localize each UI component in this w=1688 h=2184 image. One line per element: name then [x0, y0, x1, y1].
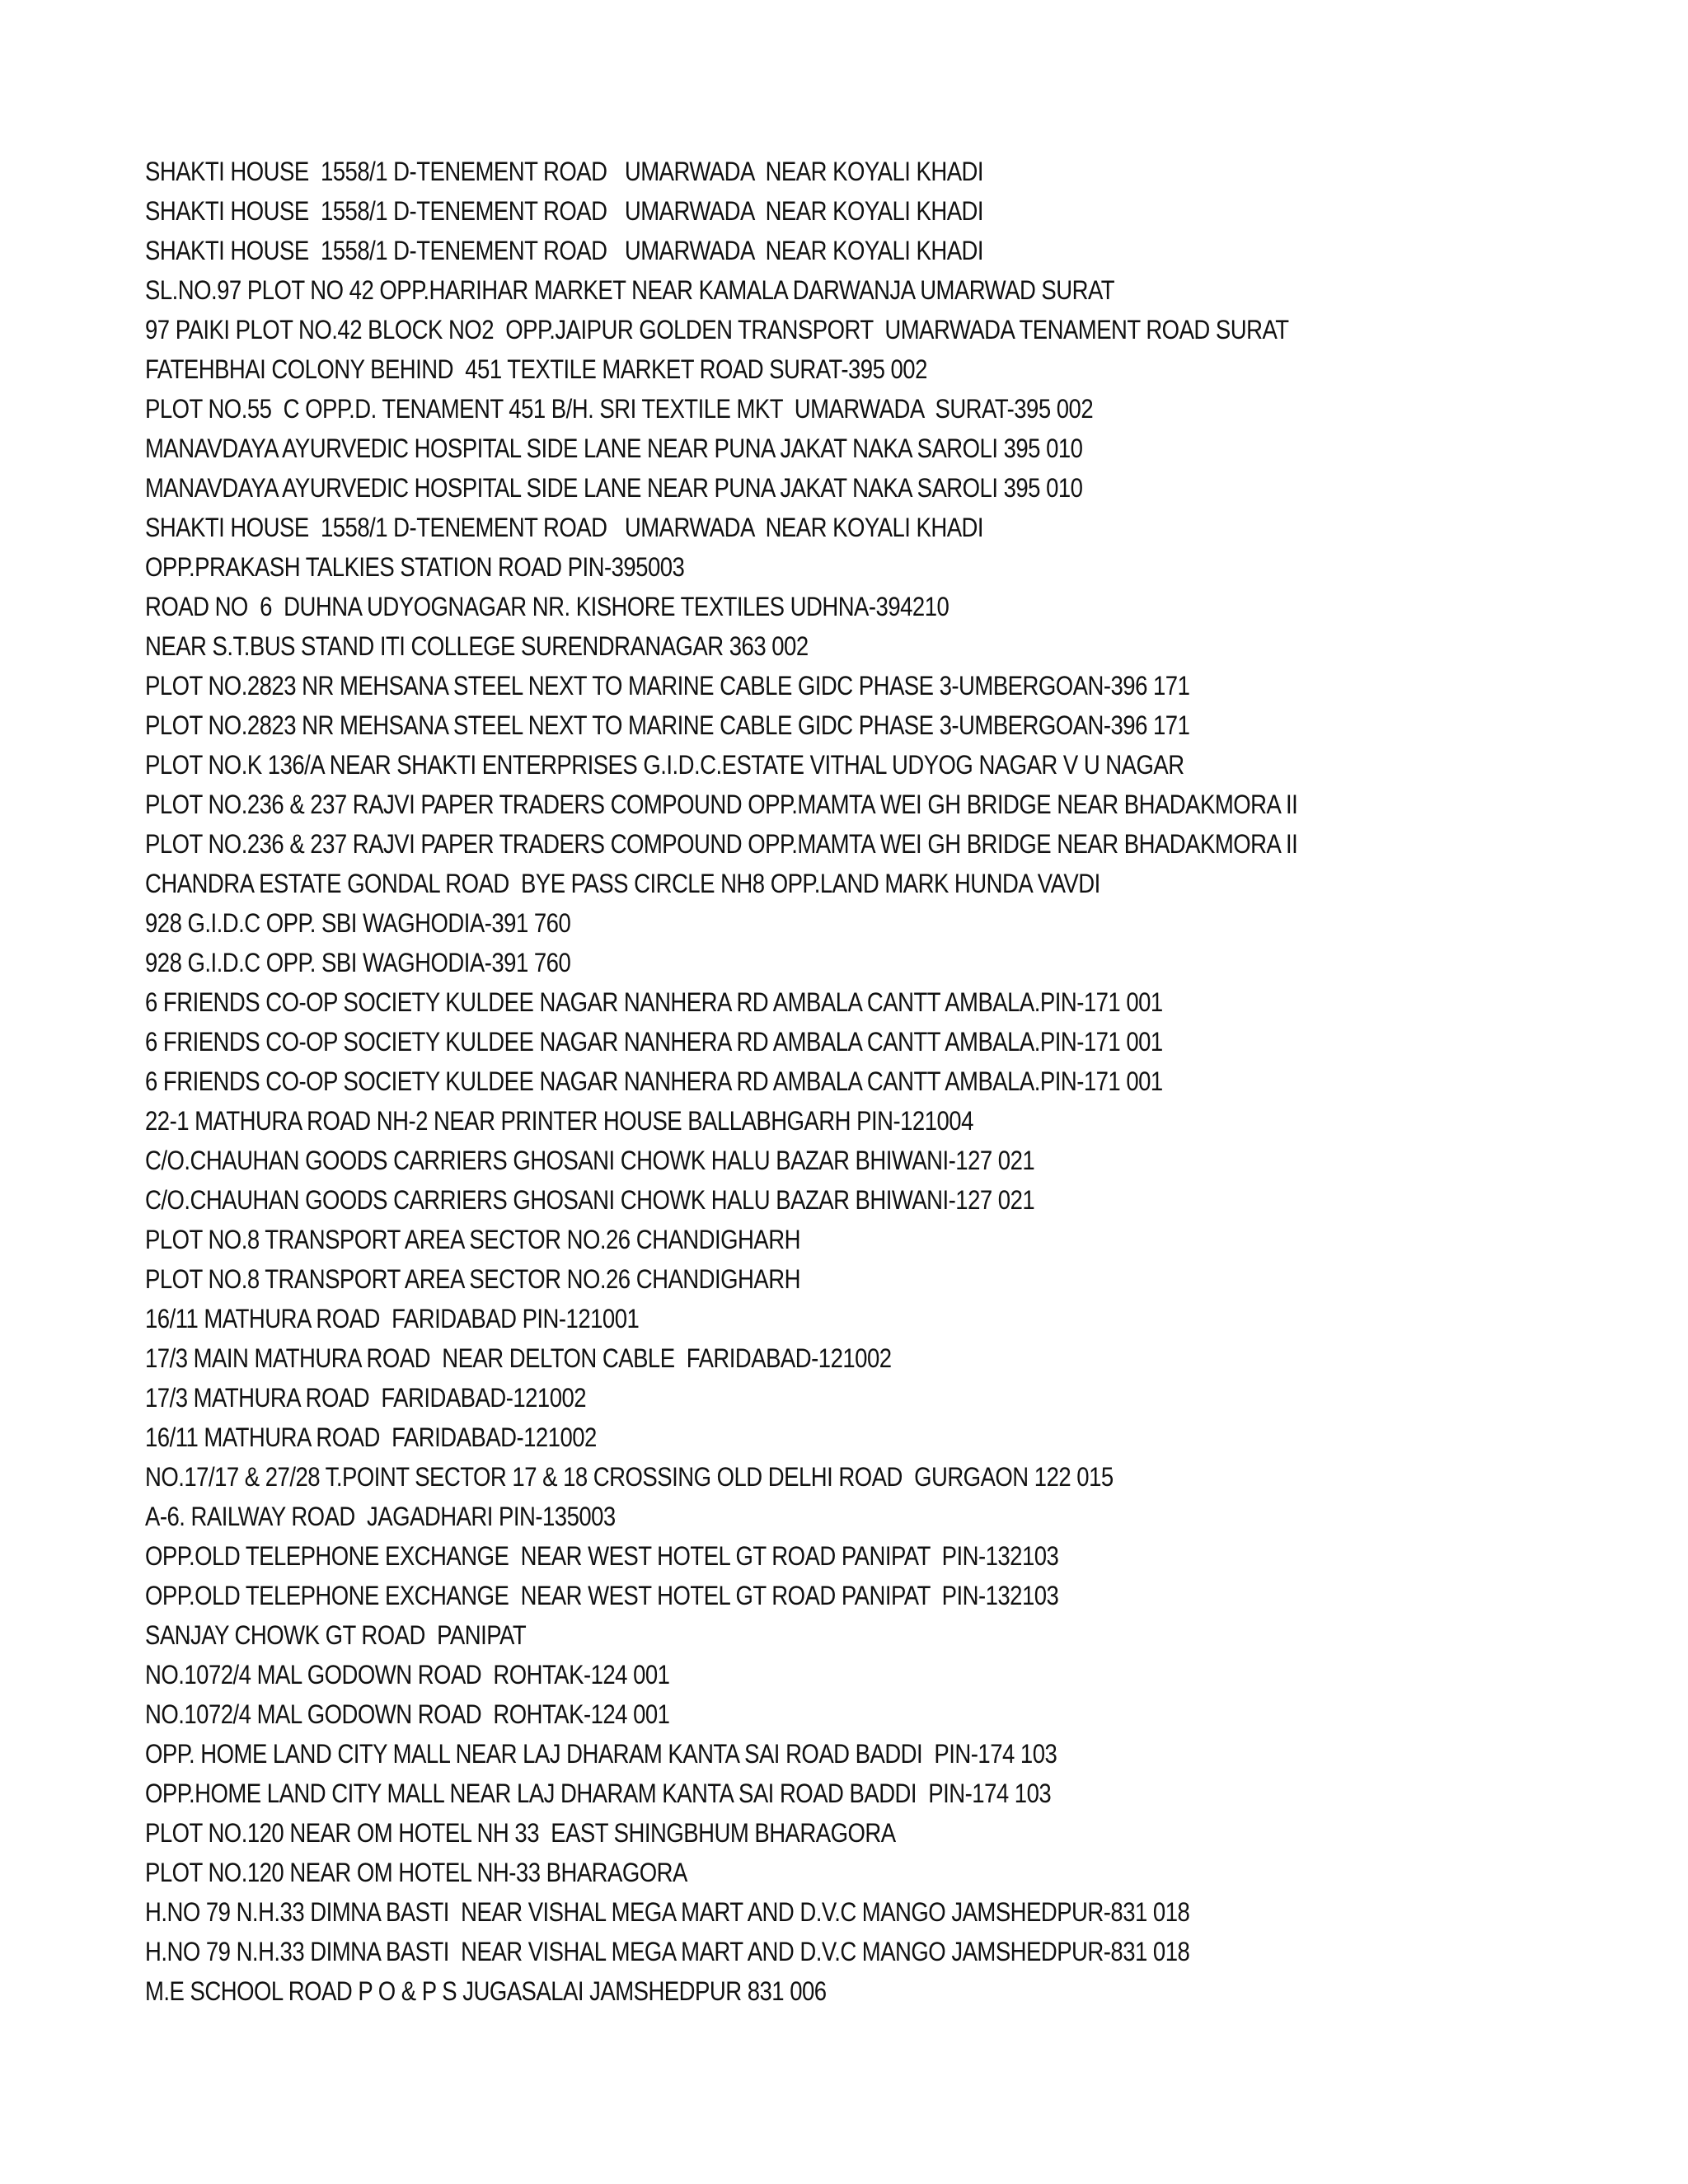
address-line: 16/11 MATHURA ROAD FARIDABAD-121002 [145, 1422, 597, 1452]
address-list [145, 152, 1662, 2011]
address-line: PLOT NO.2823 NR MEHSANA STEEL NEXT TO MARINE CABLE GIDC PHASE 3-UMBERGOAN-396 171 [145, 671, 1190, 701]
address-line: PLOT NO.55 C OPP.D. TENAMENT 451 B/H. SRI TEXTILE MKT UMARWADA SURAT-395 002 [145, 394, 1094, 424]
address-line: 22-1 MATHURA ROAD NH-2 NEAR PRINTER HOUSE BALLABHGARH PIN-121004 [145, 1106, 973, 1136]
address-line: M.E SCHOOL ROAD P O & P S JUGASALAI JAMSHEDPUR 831 006 [145, 1976, 827, 2006]
address-line: 17/3 MAIN MATHURA ROAD NEAR DELTON CABLE FARIDABAD-121002 [145, 1343, 892, 1373]
address-line: 6 FRIENDS CO-OP SOCIETY KULDEE NAGAR NANHERA RD AMBALA CANTT AMBALA.PIN-171 001 [145, 1066, 1163, 1096]
address-line: NO.1072/4 MAL GODOWN ROAD ROHTAK-124 001 [145, 1699, 670, 1729]
address-line: 6 FRIENDS CO-OP SOCIETY KULDEE NAGAR NANHERA RD AMBALA CANTT AMBALA.PIN-171 001 [145, 987, 1163, 1017]
address-line: C/O.CHAUHAN GOODS CARRIERS GHOSANI CHOWK HALU BAZAR BHIWANI-127 021 [145, 1146, 1035, 1175]
address-line: 928 G.I.D.C OPP. SBI WAGHODIA-391 760 [145, 948, 571, 977]
address-line: 16/11 MATHURA ROAD FARIDABAD PIN-121001 [145, 1304, 640, 1333]
address-line: SHAKTI HOUSE 1558/1 D-TENEMENT ROAD UMARWADA NEAR KOYALI KHADI [145, 513, 984, 542]
address-line: H.NO 79 N.H.33 DIMNA BASTI NEAR VISHAL MEGA MART AND D.V.C MANGO JAMSHEDPUR-831 018 [145, 1897, 1190, 1927]
address-line: OPP.OLD TELEPHONE EXCHANGE NEAR WEST HOTEL GT ROAD PANIPAT PIN-132103 [145, 1581, 1059, 1610]
address-line: CHANDRA ESTATE GONDAL ROAD BYE PASS CIRCLE NH8 OPP.LAND MARK HUNDA VAVDI [145, 869, 1100, 898]
address-line: ROAD NO 6 DUHNA UDYOGNAGAR NR. KISHORE TEXTILES UDHNA-394210 [145, 592, 950, 621]
address-line: SHAKTI HOUSE 1558/1 D-TENEMENT ROAD UMARWADA NEAR KOYALI KHADI [145, 157, 984, 186]
address-line: PLOT NO.236 & 237 RAJVI PAPER TRADERS COMPOUND OPP.MAMTA WEI GH BRIDGE NEAR BHADAKMORA II [145, 790, 1298, 819]
address-line: NEAR S.T.BUS STAND ITI COLLEGE SURENDRANAGAR 363 002 [145, 631, 809, 661]
address-line: PLOT NO.2823 NR MEHSANA STEEL NEXT TO MARINE CABLE GIDC PHASE 3-UMBERGOAN-396 171 [145, 710, 1190, 740]
address-line: PLOT NO.120 NEAR OM HOTEL NH 33 EAST SHINGBHUM BHARAGORA [145, 1818, 896, 1848]
address-line: NO.17/17 & 27/28 T.POINT SECTOR 17 & 18 CROSSING OLD DELHI ROAD GURGAON 122 015 [145, 1462, 1114, 1492]
address-line: 928 G.I.D.C OPP. SBI WAGHODIA-391 760 [145, 908, 571, 938]
address-line: NO.1072/4 MAL GODOWN ROAD ROHTAK-124 001 [145, 1660, 670, 1690]
address-line: 6 FRIENDS CO-OP SOCIETY KULDEE NAGAR NANHERA RD AMBALA CANTT AMBALA.PIN-171 001 [145, 1027, 1163, 1057]
address-line: SHAKTI HOUSE 1558/1 D-TENEMENT ROAD UMARWADA NEAR KOYALI KHADI [145, 236, 984, 265]
address-line: SHAKTI HOUSE 1558/1 D-TENEMENT ROAD UMARWADA NEAR KOYALI KHADI [145, 196, 984, 226]
address-line: PLOT NO.120 NEAR OM HOTEL NH-33 BHARAGORA [145, 1858, 687, 1887]
address-line: MANAVDAYA AYURVEDIC HOSPITAL SIDE LANE NEAR PUNA JAKAT NAKA SAROLI 395 010 [145, 434, 1083, 463]
address-line: 97 PAIKI PLOT NO.42 BLOCK NO2 OPP.JAIPUR GOLDEN TRANSPORT UMARWADA TENAMENT ROAD SURAT [145, 315, 1289, 344]
address-line: SL.NO.97 PLOT NO 42 OPP.HARIHAR MARKET NEAR KAMALA DARWANJA UMARWAD SURAT [145, 275, 1115, 305]
address-line: 17/3 MATHURA ROAD FARIDABAD-121002 [145, 1383, 587, 1413]
address-line: PLOT NO.236 & 237 RAJVI PAPER TRADERS COMPOUND OPP.MAMTA WEI GH BRIDGE NEAR BHADAKMORA II [145, 829, 1298, 859]
address-line: C/O.CHAUHAN GOODS CARRIERS GHOSANI CHOWK HALU BAZAR BHIWANI-127 021 [145, 1185, 1035, 1215]
address-line: OPP.HOME LAND CITY MALL NEAR LAJ DHARAM KANTA SAI ROAD BADDI PIN-174 103 [145, 1779, 1052, 1808]
address-line: H.NO 79 N.H.33 DIMNA BASTI NEAR VISHAL MEGA MART AND D.V.C MANGO JAMSHEDPUR-831 018 [145, 1937, 1190, 1966]
address-line: PLOT NO.8 TRANSPORT AREA SECTOR NO.26 CHANDIGHARH [145, 1225, 800, 1254]
address-line: A-6. RAILWAY ROAD JAGADHARI PIN-135003 [145, 1502, 616, 1531]
address-line: MANAVDAYA AYURVEDIC HOSPITAL SIDE LANE NEAR PUNA JAKAT NAKA SAROLI 395 010 [145, 473, 1083, 503]
address-line: SANJAY CHOWK GT ROAD PANIPAT [145, 1620, 527, 1650]
address-line: FATEHBHAI COLONY BEHIND 451 TEXTILE MARKET ROAD SURAT-395 002 [145, 354, 927, 384]
address-line: PLOT NO.8 TRANSPORT AREA SECTOR NO.26 CHANDIGHARH [145, 1264, 800, 1294]
address-line: OPP. HOME LAND CITY MALL NEAR LAJ DHARAM KANTA SAI ROAD BADDI PIN-174 103 [145, 1739, 1057, 1769]
address-line: OPP.OLD TELEPHONE EXCHANGE NEAR WEST HOTEL GT ROAD PANIPAT PIN-132103 [145, 1541, 1059, 1571]
address-line: PLOT NO.K 136/A NEAR SHAKTI ENTERPRISES G.I.D.C.ESTATE VITHAL UDYOG NAGAR V U NAGAR [145, 750, 1184, 780]
address-line: OPP.PRAKASH TALKIES STATION ROAD PIN-395003 [145, 552, 685, 582]
